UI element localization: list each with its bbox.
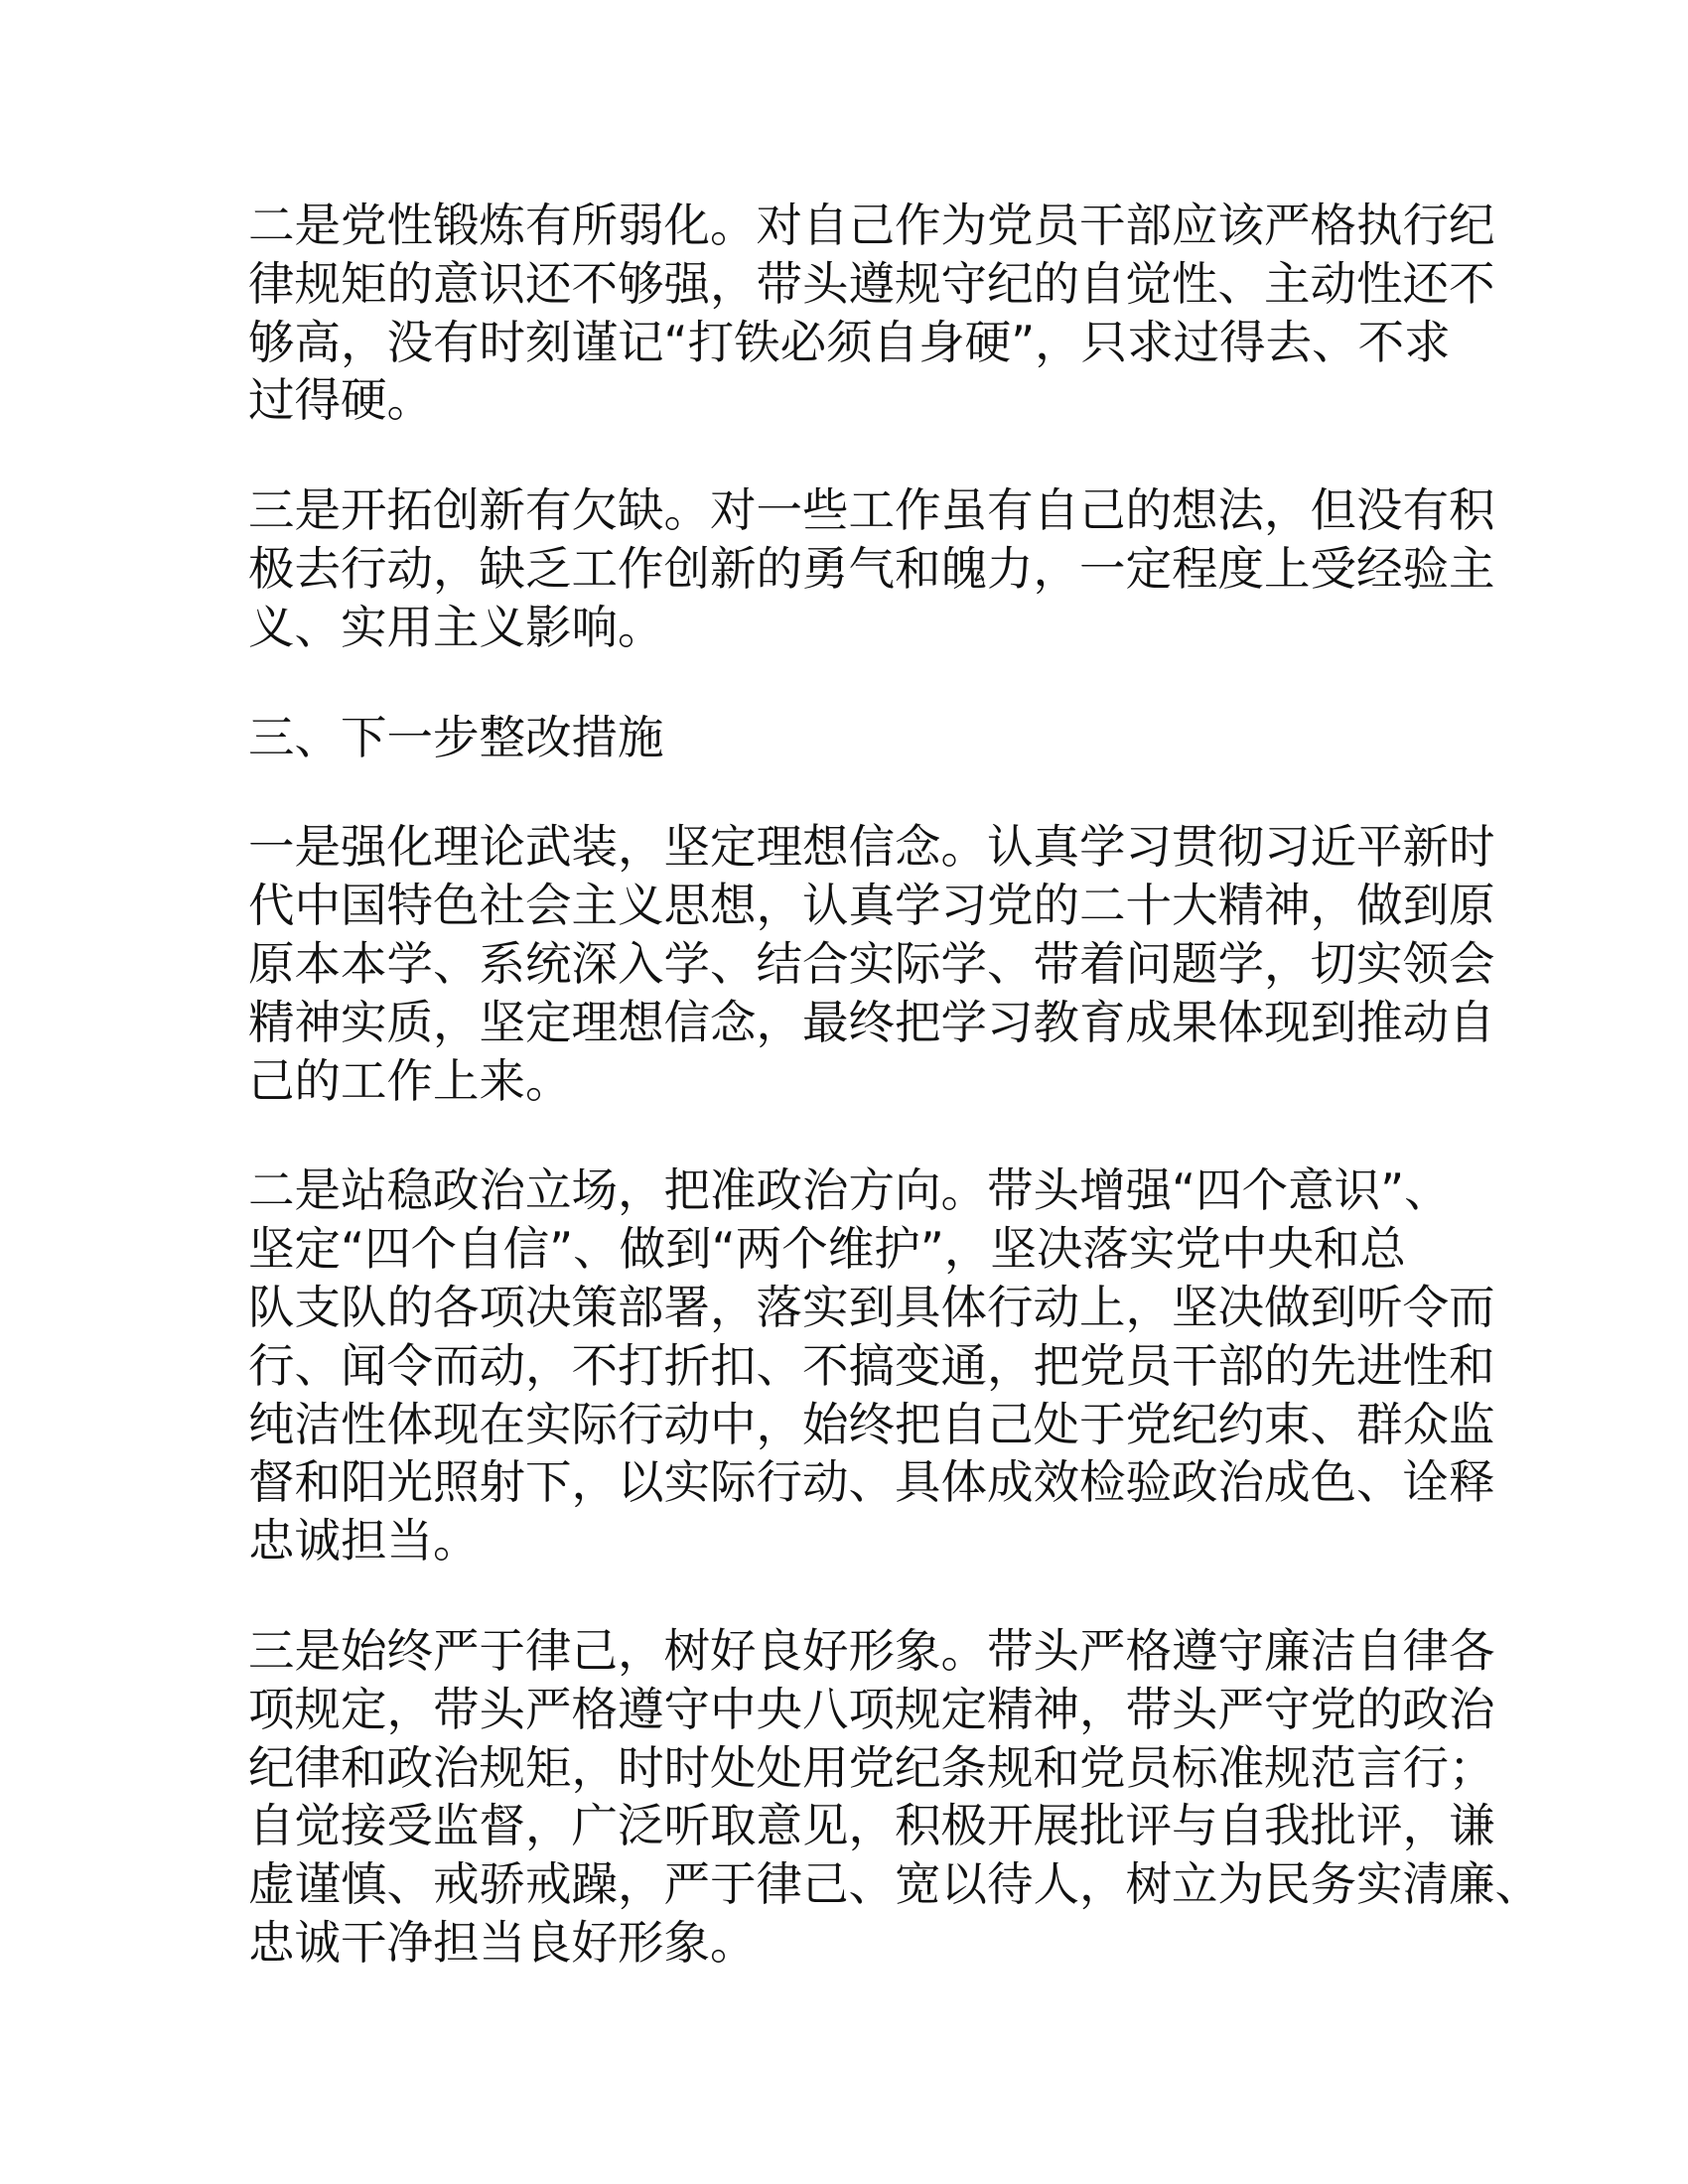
text-line: 够高，没有时刻谨记“打铁必须自身硬”，只求过得去、不求 xyxy=(248,315,1451,369)
paragraph-political-stance xyxy=(248,1161,1495,1570)
text-line: 虚谨慎、戒骄戒躁，严于律己、宽以待人，树立为民务实清廉、 xyxy=(248,1857,1541,1912)
text-line: 律规矩的意识还不够强，带头遵规守纪的自觉性、主动性还不 xyxy=(248,256,1495,311)
text-line: 极去行动，缺乏工作创新的勇气和魄力，一定程度上受经验主 xyxy=(248,541,1495,596)
paragraph-self-discipline xyxy=(248,1622,1541,1973)
text-line: 二是站稳政治立场，把准政治方向。带头增强“四个意识”、 xyxy=(248,1163,1451,1218)
text-line: 坚定“四个自信”、做到“两个维护”，坚决落实党中央和总 xyxy=(248,1222,1406,1277)
text-line: 队支队的各项决策部署，落实到具体行动上，坚决做到听令而 xyxy=(248,1280,1495,1334)
text-line: 精神实质，坚定理想信念，最终把学习教育成果体现到推动自 xyxy=(248,995,1495,1049)
text-line: 自觉接受监督，广泛听取意见，积极开展批评与自我批评，谦 xyxy=(248,1799,1495,1853)
text-line: 三是开拓创新有欠缺。对一些工作虽有自己的想法，但没有积 xyxy=(248,483,1495,538)
text-line: 纯洁性体现在实际行动中，始终把自己处于党纪约束、群众监 xyxy=(248,1397,1495,1451)
document-page xyxy=(248,197,1541,2024)
text-line: 忠诚担当。 xyxy=(248,1514,480,1569)
text-line: 己的工作上来。 xyxy=(248,1053,572,1108)
text-line: 纪律和政治规矩，时时处处用党纪条规和党员标准规范言行； xyxy=(248,1740,1495,1795)
text-line: 过得硬。 xyxy=(248,373,433,428)
paragraph-party-spirit xyxy=(248,197,1495,430)
text-line: 义、实用主义影响。 xyxy=(248,600,664,654)
text-line: 督和阳光照射下，以实际行动、具体成效检验政治成色、诠释 xyxy=(248,1455,1495,1510)
heading-text: 三、下一步整改措施 xyxy=(248,710,664,764)
section-heading xyxy=(248,709,1460,767)
text-line: 行、闻令而动，不打折扣、不搞变通，把党员干部的先进性和 xyxy=(248,1338,1495,1393)
paragraph-theory xyxy=(248,818,1495,1110)
text-line: 一是强化理论武装，坚定理想信念。认真学习贯彻习近平新时 xyxy=(248,820,1495,875)
text-line: 二是党性锻炼有所弱化。对自己作为党员干部应该严格执行纪 xyxy=(248,199,1495,252)
text-line: 项规定，带头严格遵守中央八项规定精神，带头严守党的政治 xyxy=(248,1682,1495,1736)
text-line: 三是始终严于律己，树好良好形象。带头严格遵守廉洁自律各 xyxy=(248,1623,1495,1678)
text-line: 忠诚干净担当良好形象。 xyxy=(248,1915,757,1970)
paragraph-innovation xyxy=(248,481,1495,656)
text-line: 原本本学、系统深入学、结合实际学、带着问题学，切实领会 xyxy=(248,936,1495,991)
text-line: 代中国特色社会主义思想，认真学习党的二十大精神，做到原 xyxy=(248,879,1495,933)
